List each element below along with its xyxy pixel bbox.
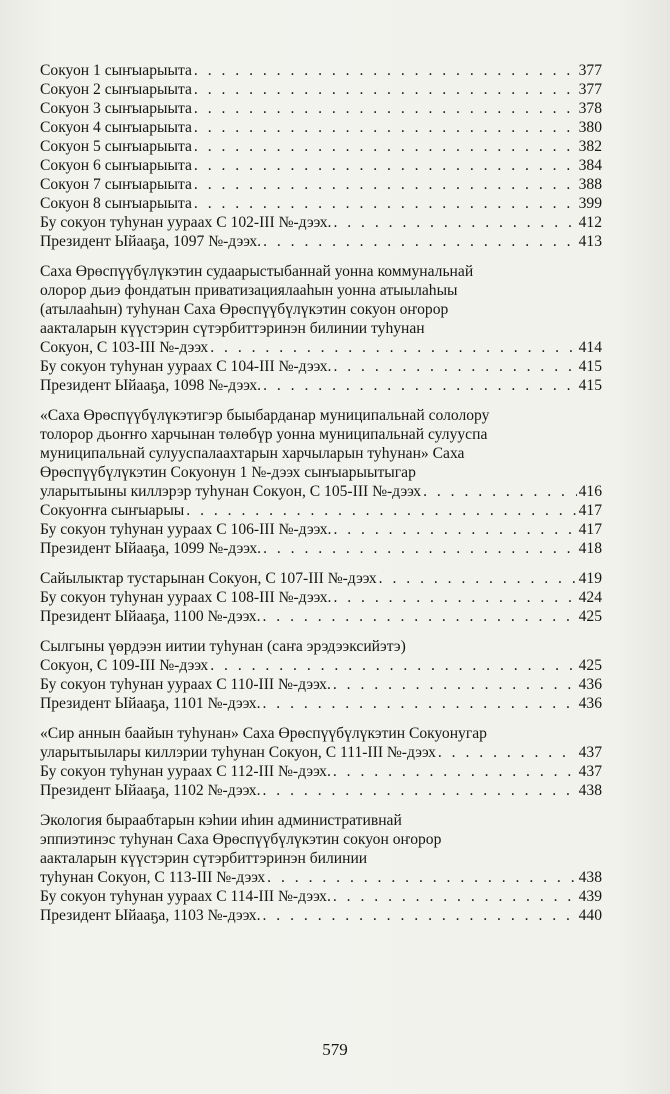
- section-title-line: «Саха Өрөспүүбүлүкэтигэр быыбарданар муниципальнай сололору: [40, 407, 490, 424]
- entry-page-number: 436: [578, 695, 602, 712]
- entry-page-number: 382: [578, 138, 602, 155]
- toc-entry[interactable]: [40, 213, 602, 232]
- toc-entry[interactable]: [40, 156, 602, 175]
- toc-section: [40, 724, 602, 800]
- dot-leader: [438, 743, 577, 762]
- dot-leader: [333, 762, 577, 781]
- dot-leader: [194, 99, 577, 118]
- toc-entry[interactable]: [40, 887, 602, 906]
- toc-entry[interactable]: [40, 482, 602, 501]
- toc-entry[interactable]: [40, 338, 602, 357]
- toc-entry[interactable]: [40, 781, 602, 800]
- entry-page-number: 438: [578, 782, 602, 799]
- entry-title: Бу сокуон туһунан уураах С 102-III №-дээх.: [40, 214, 332, 231]
- toc-entry[interactable]: [40, 376, 602, 395]
- dot-leader: [210, 338, 576, 357]
- section-title-line: эппиэтинэс туһунан Саха Өрөспүүбүлүкэтин сокуон оҥорор: [40, 831, 442, 848]
- entry-page-number: 437: [578, 763, 602, 780]
- toc-entry[interactable]: [40, 61, 602, 80]
- entry-title: Президент Ыйааҕа, 1102 №-дээх.: [40, 782, 261, 799]
- section-title-line: (атылааһын) туһунан Саха Өрөспүүбүлүкэтин сокуон оҥорор: [40, 301, 449, 318]
- toc-section: [40, 569, 602, 626]
- dot-leader: [194, 80, 577, 99]
- entry-page-number: 440: [578, 907, 602, 924]
- dot-leader: [263, 607, 577, 626]
- entry-title: Бу сокуон туһунан уураах С 104-III №-дээх.: [40, 358, 332, 375]
- dot-leader: [333, 588, 576, 607]
- entry-page-number: 384: [578, 157, 602, 174]
- toc-entry[interactable]: [40, 232, 602, 251]
- entry-page-number: 436: [578, 676, 602, 693]
- toc-section: [40, 637, 602, 713]
- entry-title: Президент Ыйааҕа, 1098 №-дээх.: [40, 377, 262, 394]
- toc-entry[interactable]: [40, 137, 602, 156]
- entry-page-number: 413: [578, 233, 602, 250]
- toc-entry[interactable]: [40, 175, 602, 194]
- dot-leader: [263, 694, 577, 713]
- entry-title: Сокуон 7 сыҥыарыыта: [40, 176, 192, 193]
- dot-leader: [194, 137, 577, 156]
- page-number: 579: [322, 1040, 348, 1059]
- toc-entry[interactable]: [40, 675, 602, 694]
- toc-section: [40, 262, 602, 395]
- toc-entry[interactable]: [40, 357, 602, 376]
- entry-page-number: 414: [578, 339, 602, 356]
- entry-title: Президент Ыйааҕа, 1097 №-дээх.: [40, 233, 262, 250]
- dot-leader: [333, 887, 577, 906]
- entry-title: Сокуон, С 109-III №-дээх: [40, 657, 209, 674]
- toc-entry[interactable]: [40, 762, 602, 781]
- section-title-line: муниципальнай сулууспалаахтарын харчыларын туһунан» Саха: [40, 445, 465, 462]
- dot-leader: [333, 357, 576, 376]
- entry-title: Сокуон, С 103-III №-дээх: [40, 339, 209, 356]
- toc-entry[interactable]: [40, 118, 602, 137]
- section-title-line: аакталарын күүстэрин сүтэрбиттэринэн билинии: [40, 850, 368, 867]
- dot-leader: [379, 569, 577, 588]
- section-title-line: аакталарын күүстэрин сүтэрбиттэринэн билинии туһунан: [40, 320, 425, 337]
- entry-title: Сокуон 5 сыҥыарыыта: [40, 138, 192, 155]
- dot-leader: [267, 868, 576, 887]
- entry-title: Сайылыктар тустарынан Сокуон, С 107-III №-дээх: [40, 570, 377, 587]
- toc-entry[interactable]: [40, 569, 602, 588]
- entry-page-number: 380: [578, 119, 602, 136]
- dot-leader: [263, 376, 577, 395]
- entry-title: Президент Ыйааҕа, 1101 №-дээх.: [40, 695, 261, 712]
- toc-section: [40, 811, 602, 925]
- entry-page-number: 437: [578, 744, 602, 761]
- entry-page-number: 377: [578, 62, 602, 79]
- toc-entry[interactable]: [40, 80, 602, 99]
- dot-leader: [194, 118, 577, 137]
- entry-title: уларытыылары киллэрии туһунан Сокуон, С 111-III №-дээх: [40, 744, 436, 761]
- dot-leader: [263, 232, 577, 251]
- entry-page-number: 415: [578, 377, 602, 394]
- entry-title: Сокуон 2 сыҥыарыыта: [40, 81, 192, 98]
- entry-page-number: 388: [578, 176, 602, 193]
- dot-leader: [333, 520, 576, 539]
- entry-title: Бу сокуон туһунан уураах С 108-III №-дээх.: [40, 589, 332, 606]
- entry-page-number: 438: [578, 869, 602, 886]
- entry-title: Президент Ыйааҕа, 1100 №-дээх.: [40, 608, 261, 625]
- table-of-contents: [40, 61, 602, 925]
- toc-entry[interactable]: [40, 694, 602, 713]
- entry-page-number: 417: [578, 502, 602, 519]
- entry-title: Сокуон 8 сыҥыарыыта: [40, 195, 192, 212]
- section-title-line: Экология быраабтарын кэһии иһин административнай: [40, 812, 402, 829]
- entry-page-number: 399: [578, 195, 602, 212]
- entry-title: туһунан Сокуон, С 113-III №-дээх: [40, 869, 266, 886]
- entry-page-number: 416: [578, 483, 602, 500]
- entry-title: Сокуон 3 сыҥыарыыта: [40, 100, 192, 117]
- dot-leader: [194, 175, 577, 194]
- dot-leader: [423, 482, 577, 501]
- entry-page-number: 418: [578, 540, 602, 557]
- entry-page-number: 419: [578, 570, 602, 587]
- toc-entry[interactable]: [40, 743, 602, 762]
- entry-page-number: 425: [578, 657, 602, 674]
- entry-title: Бу сокуон туһунан уураах С 114-III №-дээх.: [40, 888, 331, 905]
- entry-title: Президент Ыйааҕа, 1103 №-дээх.: [40, 907, 261, 924]
- toc-entry[interactable]: [40, 99, 602, 118]
- toc-entry[interactable]: [40, 194, 602, 213]
- toc-entry[interactable]: [40, 520, 602, 539]
- entry-title: Сокуоҥҥа сыҥыарыы: [40, 502, 185, 519]
- entry-page-number: 417: [578, 521, 602, 538]
- entry-page-number: 378: [578, 100, 602, 117]
- section-title-line: Өрөспүүбүлүкэтин Сокуонун 1 №-дээх сыҥыарыытыгар: [40, 464, 416, 481]
- dot-leader: [263, 906, 577, 925]
- dot-leader: [186, 501, 576, 520]
- entry-title: Бу сокуон туһунан уураах С 106-III №-дээх.: [40, 521, 332, 538]
- dot-leader: [194, 194, 577, 213]
- dot-leader: [263, 539, 577, 558]
- toc-entry[interactable]: [40, 868, 602, 887]
- entry-page-number: 377: [578, 81, 602, 98]
- section-title-line: Саха Өрөспүүбүлүкэтин судаарыстыбаннай уонна коммунальнай: [40, 263, 474, 280]
- toc-entry[interactable]: [40, 539, 602, 558]
- section-title-line: олорор дьиэ фондатын приватизациялааһын уонна атыылаһыы: [40, 282, 458, 299]
- entry-page-number: 439: [578, 888, 602, 905]
- toc-section: [40, 406, 602, 558]
- toc-entry[interactable]: [40, 656, 602, 675]
- entry-page-number: 425: [578, 608, 602, 625]
- toc-entry[interactable]: [40, 607, 602, 626]
- entry-title: Бу сокуон туһунан уураах С 112-III №-дээх.: [40, 763, 331, 780]
- entry-page-number: 415: [578, 358, 602, 375]
- section-title-line: Сылгыны үөрдээн иитии туһунан (саҥа эрэдээксийэтэ): [40, 638, 406, 655]
- dot-leader: [194, 156, 577, 175]
- toc-section: [40, 61, 602, 251]
- toc-entry[interactable]: [40, 501, 602, 520]
- entry-page-number: 424: [578, 589, 602, 606]
- dot-leader: [194, 61, 577, 80]
- section-title-line: «Сир аннын баайын туһунан» Саха Өрөспүүбүлүкэтин Сокуонугар: [40, 725, 487, 742]
- dot-leader: [333, 213, 576, 232]
- entry-title: Бу сокуон туһунан уураах С 110-III №-дээх.: [40, 676, 331, 693]
- dot-leader: [333, 675, 577, 694]
- entry-title: Президент Ыйааҕа, 1099 №-дээх.: [40, 540, 262, 557]
- dot-leader: [263, 781, 577, 800]
- entry-title: Сокуон 6 сыҥыарыыта: [40, 157, 192, 174]
- dot-leader: [210, 656, 576, 675]
- entry-title: уларытыыны киллэрэр туһунан Сокуон, С 105-III №-дээх: [40, 483, 422, 500]
- entry-title: Сокуон 1 сыҥыарыыта: [40, 62, 192, 79]
- entry-page-number: 412: [578, 214, 602, 231]
- toc-entry[interactable]: [40, 588, 602, 607]
- toc-entry[interactable]: [40, 906, 602, 925]
- section-title-line: толорор дьоҥҥо харчынан төлөбүр уонна муниципальнай сулууспа: [40, 426, 488, 443]
- entry-title: Сокуон 4 сыҥыарыыта: [40, 119, 192, 136]
